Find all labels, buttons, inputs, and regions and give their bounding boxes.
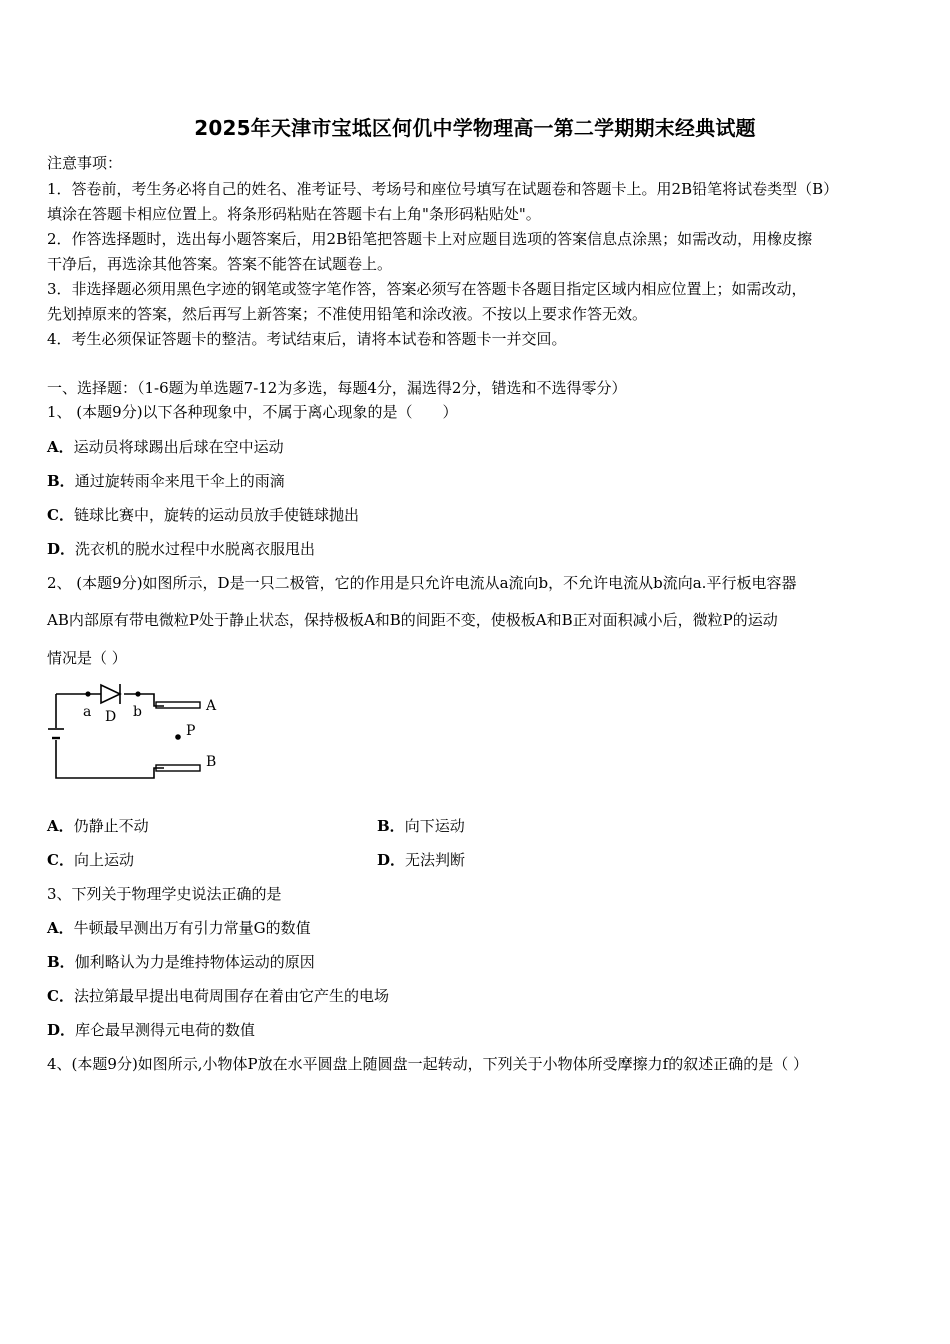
option-letter: D． <box>377 851 406 869</box>
option-text: 库仑最早测得元电荷的数值 <box>75 1021 256 1039</box>
option-letter: B． <box>377 817 405 835</box>
label-d: D <box>105 709 117 725</box>
question-2-option-c <box>47 849 134 870</box>
option-letter: D． <box>47 1021 76 1039</box>
option-letter: B． <box>47 472 75 490</box>
label-a: a <box>83 704 92 720</box>
particle-p <box>175 734 181 740</box>
question-1-option-b <box>47 470 285 491</box>
node-b <box>135 691 140 696</box>
option-letter: C． <box>47 987 74 1005</box>
option-text: 通过旋转雨伞来甩干伞上的雨滴 <box>74 472 285 490</box>
option-letter: A． <box>47 817 74 835</box>
notice-line: 1．答卷前，考生务必将自己的姓名、准考证号、考场号和座位号填写在试题卷和答题卡上。用2B铅笔将试卷类型（B） <box>47 180 839 198</box>
question-1-option-a <box>47 436 284 457</box>
question-3-option-a <box>47 917 311 938</box>
option-text: 仍静止不动 <box>73 817 149 835</box>
option-text: 无法判断 <box>405 851 466 869</box>
question-2-stem-line: AB内部原有带电微粒P处于静止状态，保持极板A和B的间距不变，使极板A和B正对面积减小后，微粒P的运动 <box>47 611 778 629</box>
notice-line: 2．作答选择题时，选出每小题答案后，用2B铅笔把答题卡上对应题目选项的答案信息点涂黑；如需改动，用橡皮擦 <box>47 230 813 248</box>
question-1-stem: 1、 (本题9分)以下各种现象中，不属于离心现象的是（ ） <box>47 403 458 421</box>
notice-heading: 注意事项： <box>47 154 123 172</box>
option-text: 伽利略认为力是维持物体运动的原因 <box>74 953 315 971</box>
option-text: 洗衣机的脱水过程中水脱离衣服甩出 <box>75 540 316 558</box>
option-letter: C． <box>47 851 74 869</box>
label-plate-a: A <box>206 698 217 714</box>
option-letter: A． <box>47 438 74 456</box>
question-3-stem: 3、下列关于物理学史说法正确的是 <box>47 885 282 903</box>
label-p: P <box>186 723 196 739</box>
notice-line: 先划掉原来的答案，然后再写上新答案；不准使用铅笔和涂改液。不按以上要求作答无效。 <box>47 305 648 323</box>
option-letter: B． <box>47 953 75 971</box>
question-3-option-c <box>47 985 389 1006</box>
question-2-option-a <box>47 815 149 836</box>
wire <box>56 740 164 778</box>
option-letter: C． <box>47 506 74 524</box>
option-letter: A． <box>47 919 74 937</box>
question-1-option-d <box>47 538 315 559</box>
question-2-stem-line: 情况是（ ） <box>47 649 127 667</box>
option-text: 向下运动 <box>404 817 465 835</box>
option-text: 运动员将球踢出后球在空中运动 <box>73 438 284 456</box>
label-plate-b: B <box>206 754 217 770</box>
question-2-option-d <box>377 849 465 870</box>
label-b: b <box>133 704 142 720</box>
question-4-stem: 4、(本题9分)如图所示,小物体P放在水平圆盘上随圆盘一起转动，下列关于小物体所受摩擦力f的叙述正确的是（ ） <box>47 1055 808 1073</box>
notice-line: 4．考生必须保证答题卡的整洁。考试结束后，请将本试卷和答题卡一并交回。 <box>47 330 567 348</box>
question-1-option-c <box>47 504 359 525</box>
option-letter: D． <box>47 540 76 558</box>
notice-line: 干净后，再选涂其他答案。答案不能答在试题卷上。 <box>47 255 393 273</box>
question-3-option-d <box>47 1019 255 1040</box>
option-text: 链球比赛中，旋转的运动员放手使链球抛出 <box>73 506 359 524</box>
question-3-option-b <box>47 951 315 972</box>
circuit-diagram <box>46 676 226 786</box>
node-a <box>85 691 90 696</box>
diode-symbol <box>101 685 120 703</box>
section-heading: 一、选择题：（1-6题为单选题7-12为多选，每题4分，漏选得2分，错选和不选得零分） <box>47 379 627 397</box>
page-title: 2025年天津市宝坻区何仉中学物理高一第二学期期末经典试题 <box>194 116 756 140</box>
notice-line: 填涂在答题卡相应位置上。将条形码粘贴在答题卡右上角"条形码粘贴处"。 <box>47 205 541 223</box>
question-2-stem-line: 2、 (本题9分)如图所示，D是一只二极管，它的作用是只允许电流从a流向b，不允许电流从b流向a.平行板电容器 <box>47 574 797 592</box>
option-text: 法拉第最早提出电荷周围存在着由它产生的电场 <box>73 987 389 1005</box>
question-2-option-b <box>377 815 465 836</box>
wire <box>124 694 164 706</box>
option-text: 向上运动 <box>73 851 134 869</box>
notice-line: 3．非选择题必须用黑色字迹的钢笔或签字笔作答，答案必须写在答题卡各题目指定区域内相应位置上；如需改动， <box>47 280 807 298</box>
option-text: 牛顿最早测出万有引力常量G的数值 <box>73 919 311 937</box>
plate-a <box>156 702 200 708</box>
